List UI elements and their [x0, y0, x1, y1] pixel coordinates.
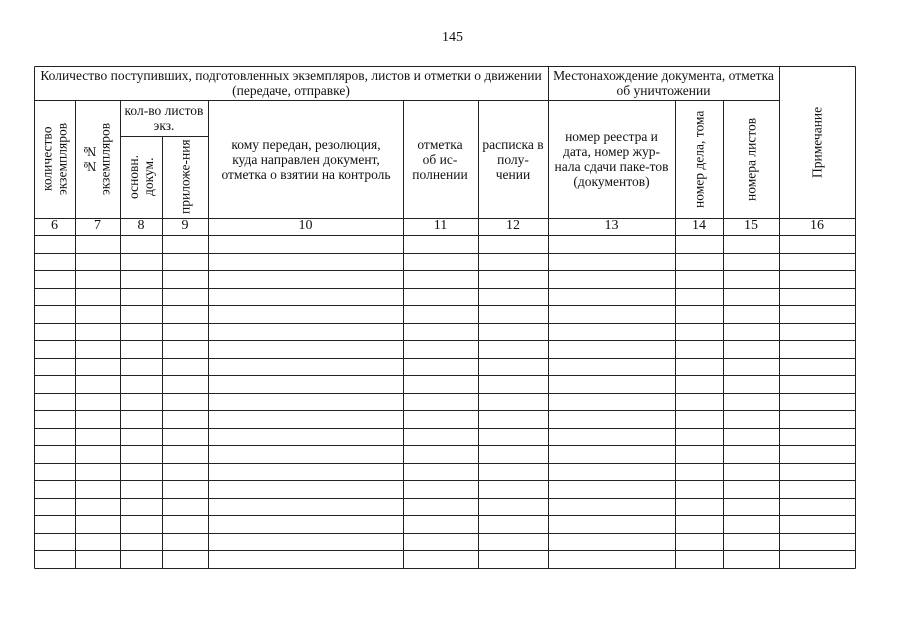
column-number-14: 14 — [692, 218, 706, 233]
header-copies-count: количество экземпляров — [39, 122, 70, 196]
header-sheets-per-copy: кол-во листов экз. — [124, 103, 204, 133]
header-appendix-sheets: приложе-ния — [177, 139, 193, 215]
header-copy-numbers-line2: экземпляров — [97, 122, 113, 196]
header-main-document-sheets: основн. докум. — [126, 154, 156, 200]
column-number-12: 12 — [506, 218, 520, 233]
column-number-11: 11 — [433, 218, 448, 233]
column-number-10: 10 — [298, 218, 313, 233]
header-remarks: Примечание — [809, 106, 825, 178]
header-registry-journal: номер реестра и дата, номер жур-нала сдачи паке-тов (документов) — [554, 129, 669, 189]
header-receipt: расписка в полу-чении — [482, 136, 544, 182]
column-number-6: 6 — [51, 218, 58, 233]
column-number-13: 13 — [604, 218, 619, 233]
header-copy-numbers-line1: №№ — [82, 144, 98, 174]
column-number-8: 8 — [137, 218, 145, 233]
column-number-15: 15 — [744, 218, 758, 233]
header-transfer-resolution: кому передан, резолюция, куда направлен документ, отметка о взятии на контроль — [221, 136, 391, 182]
header-case-volume-number: номер дела, тома — [691, 110, 707, 208]
header-copy-numbers — [75, 100, 120, 218]
header-group-location: Местонахождение документа, отметка об уничтожении — [553, 67, 774, 98]
column-number-16: 16 — [810, 218, 824, 233]
header-execution-mark: отметка об ис-полнении — [412, 136, 468, 182]
column-number-7: 7 — [94, 218, 101, 233]
page-number: 145 — [442, 30, 463, 45]
header-group-movement: Количество поступивших, подготовленных экземпляров, листов и отметки о движении (передаче, отправке) — [40, 67, 542, 98]
header-sheet-numbers: номера листов — [743, 117, 759, 201]
column-number-9: 9 — [181, 218, 189, 233]
